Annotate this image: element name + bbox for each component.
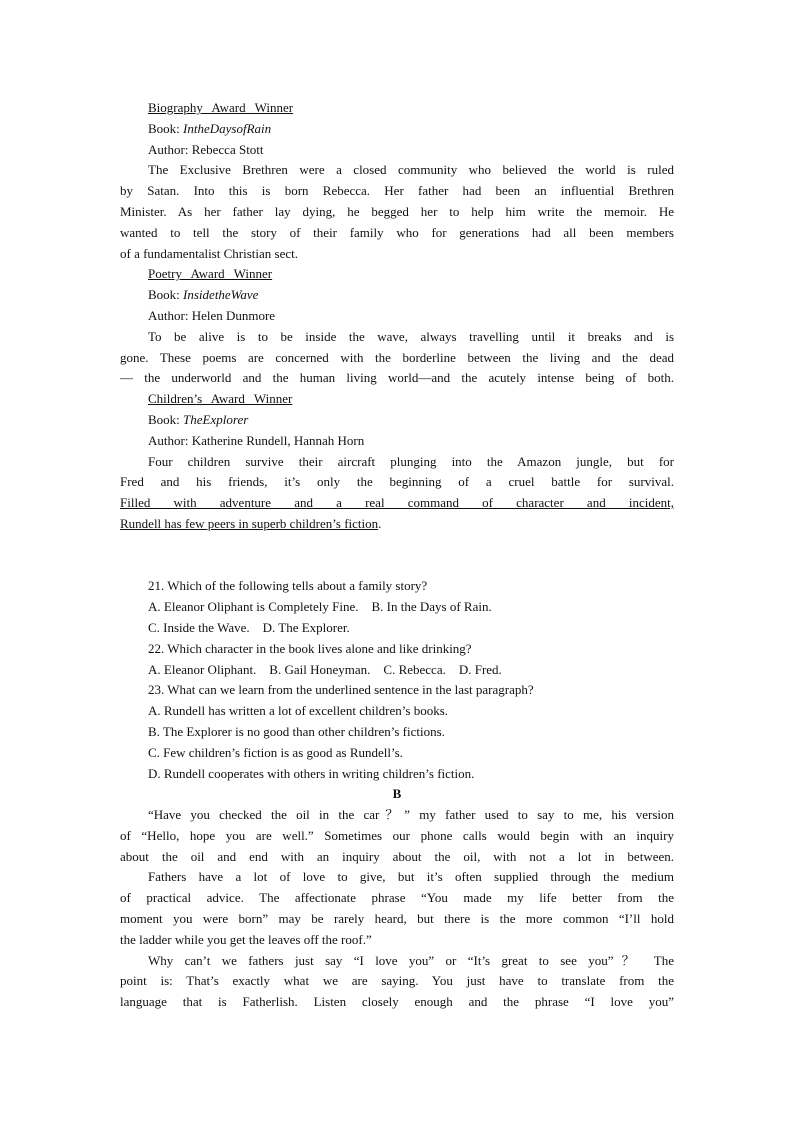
paragraph-line: moment you were born” may be rarely heard, but there is the more common “I’ll hold <box>120 911 674 927</box>
document-page <box>120 98 674 1013</box>
biography-book <box>120 119 674 140</box>
biography-heading: Biography Award Winner <box>148 100 294 115</box>
paragraph-line: To be alive is to be inside the wave, always travelling until it breaks and is <box>148 328 674 344</box>
paragraph-line: the ladder while you get the leaves off the roof.” <box>120 931 372 947</box>
poetry-book-title: InsidetheWave <box>183 287 259 303</box>
children-author: Author: Katherine Rundell, Hannah Horn <box>148 432 365 448</box>
book-label: Book: <box>148 120 184 136</box>
paragraph-line: “Have you checked the oil in the car？” my father used to say to me, his version <box>148 807 674 823</box>
poetry-book <box>120 285 674 306</box>
underlined-sentence-end <box>120 514 674 535</box>
question-option: D. Rundell cooperates with others in writing children’s fiction. <box>148 765 475 781</box>
question-options: A. Eleanor Oliphant. B. Gail Honeyman. C. Rebecca. D. Fred. <box>148 661 502 677</box>
paragraph-line: by Satan. Into this is born Rebecca. Her father had been an influential Brethren <box>120 183 674 199</box>
paragraph-line: about the oil and end with an inquiry about the oil, with not a lot in between. <box>120 848 674 864</box>
question: 22. Which character in the book lives alone and like drinking? <box>148 640 472 656</box>
paragraph-line: of practical advice. The affectionate phrase “You made my life better from the <box>120 890 674 906</box>
book-label: Book: <box>148 287 184 303</box>
question-option: A. Rundell has written a lot of excellent children’s books. <box>148 703 449 719</box>
paragraph-line: Why can’t we fathers just say “I love you” or “It’s great to see you”？ The <box>148 952 674 968</box>
paragraph-line: Fathers have a lot of love to give, but it’s often supplied through the medium <box>148 869 674 885</box>
children-book <box>120 410 674 431</box>
question-options: C. Inside the Wave. D. The Explorer. <box>148 619 350 635</box>
book-label: Book: <box>148 411 184 427</box>
question: 23. What can we learn from the underlined sentence in the last paragraph? <box>148 682 534 698</box>
poetry-heading: Poetry Award Winner <box>148 266 273 282</box>
paragraph-line: of “Hello, hope you are well.” Sometimes our phone calls would begin with an inquiry <box>120 827 674 843</box>
sentence-period: . <box>378 515 382 531</box>
underlined-sentence: Filled with adventure and a real command of character and incident, <box>120 495 674 511</box>
underlined-sentence: Rundell has few peers in superb children’s fiction <box>120 515 379 531</box>
question-options: A. Eleanor Oliphant is Completely Fine. B. In the Days of Rain. <box>148 599 492 615</box>
paragraph-line: Minister. As her father lay dying, he begged her to help him write the memoir. He <box>120 203 674 219</box>
question-option: B. The Explorer is no good than other children’s fictions. <box>148 723 445 739</box>
paragraph-line: language that is Fatherlish. Listen closely enough and the phrase “I love you” <box>120 994 674 1010</box>
paragraph-line: — the underworld and the human living world—and the acutely intense being of both. <box>120 370 674 386</box>
question-option: C. Few children’s fiction is as good as Rundell’s. <box>148 744 403 760</box>
paragraph-line: of a fundamentalist Christian sect. <box>120 245 298 261</box>
paragraph-line: Four children survive their aircraft plunging into the Amazon jungle, but for <box>148 453 674 469</box>
biography-author: Author: Rebecca Stott <box>148 141 264 157</box>
paragraph-line: gone. These poems are concerned with the borderline between the living and the dead <box>120 349 674 365</box>
biography-book-title: IntheDaysofRain <box>183 120 272 136</box>
spacer <box>120 535 674 577</box>
section-label: B <box>392 786 402 802</box>
paragraph-line: wanted to tell the story of their family who for generations had all been members <box>120 224 674 240</box>
paragraph-line: Fred and his friends, it’s only the beginning of a cruel battle for survival. <box>120 474 674 490</box>
paragraph-line: point is: That’s exactly what we are saying. You just have to translate from the <box>120 973 674 989</box>
poetry-author: Author: Helen Dunmore <box>148 307 276 323</box>
question: 21. Which of the following tells about a family story? <box>148 578 428 594</box>
paragraph-line: The Exclusive Brethren were a closed community who believed the world is ruled <box>148 162 674 178</box>
children-book-title: TheExplorer <box>183 411 249 427</box>
children-heading: Children’s Award Winner <box>148 391 293 407</box>
